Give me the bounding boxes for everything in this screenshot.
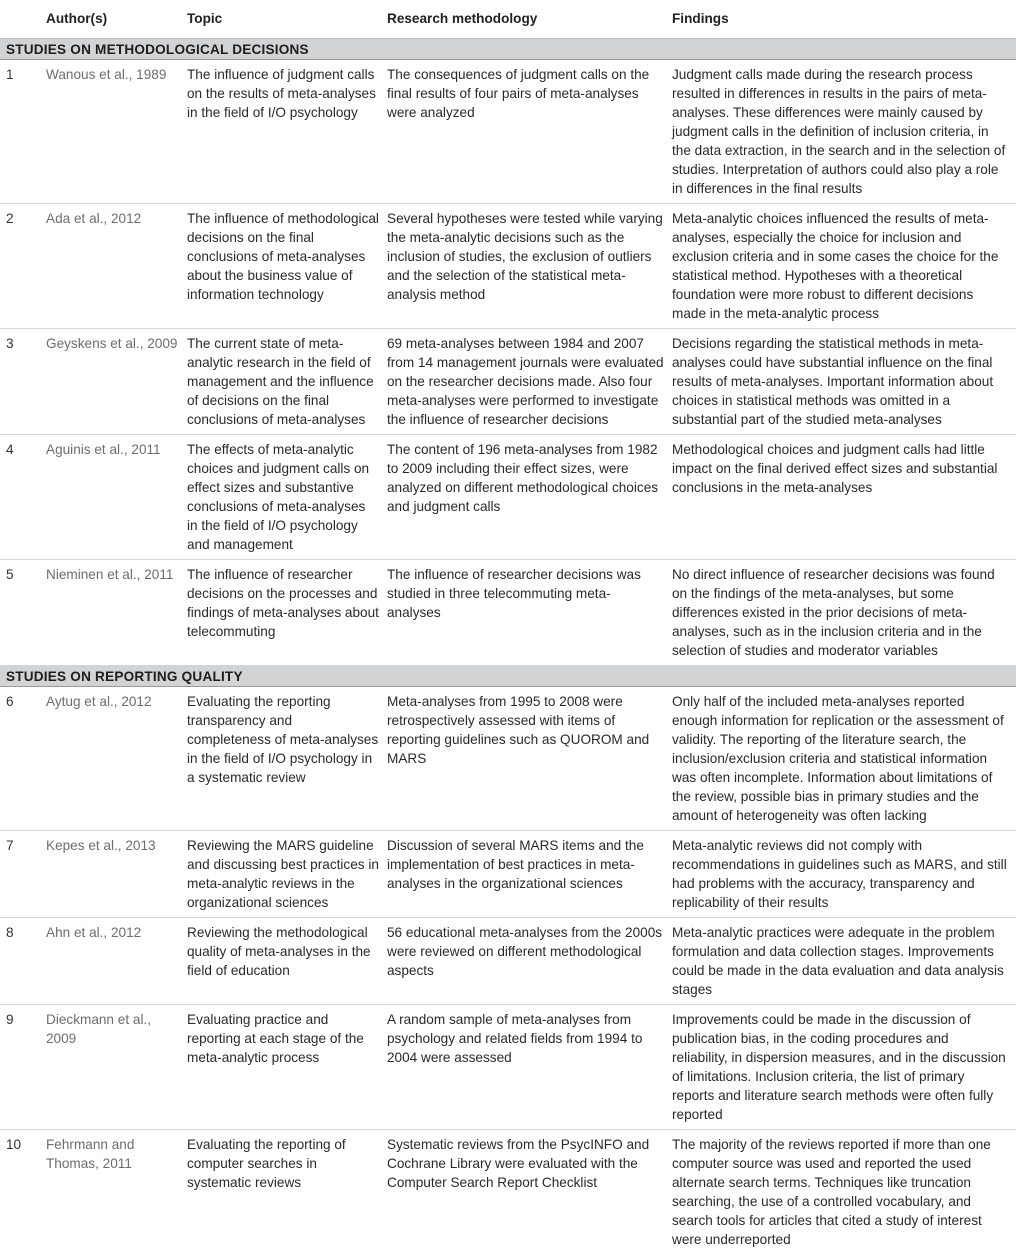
row-findings: Judgment calls made during the research process resulted in differences in results in the pairs of meta-analyses. These differences were mainly caused by judgment calls in the definition of inclusion criteria, in the data extraction, in the search and in the selection of studies. Interpretation of authors could also play a role in differences in the final results xyxy=(672,59,1016,203)
row-number: 4 xyxy=(0,434,46,559)
row-author: Nieminen et al., 2011 xyxy=(46,559,187,665)
row-number: 9 xyxy=(0,1004,46,1129)
table-row xyxy=(0,559,1016,665)
row-methodology: A random sample of meta-analyses from psychology and related fields from 1994 to 2004 were assessed xyxy=(387,1004,672,1129)
row-topic: Reviewing the methodological quality of meta-analyses in the field of education xyxy=(187,917,387,1004)
table-row xyxy=(0,830,1016,917)
row-author: Wanous et al., 1989 xyxy=(46,59,187,203)
row-author: Kepes et al., 2013 xyxy=(46,830,187,917)
row-number: 6 xyxy=(0,686,46,830)
row-number: 8 xyxy=(0,917,46,1004)
row-number: 10 xyxy=(6,1136,22,1152)
section-header-row xyxy=(0,38,1016,59)
row-methodology: 56 educational meta-analyses from the 2000s were reviewed on different methodological aspects xyxy=(387,917,672,1004)
section-header-row xyxy=(0,665,1016,686)
row-number: 2 xyxy=(0,203,46,328)
row-author: Fehrmann and Thomas, 2011 xyxy=(46,1136,135,1171)
row-number: 3 xyxy=(0,328,46,434)
row-topic: The influence of methodological decisions on the final conclusions of meta-analyses about the business value of information technology xyxy=(187,203,387,328)
header-author: Author(s) xyxy=(46,0,187,38)
row-findings: Meta-analytic reviews did not comply with recommendations in guidelines such as MARS, and still had problems with the accuracy, transparency and replicability of their results xyxy=(672,830,1016,917)
row-findings: Meta-analytic practices were adequate in the problem formulation and data collection stages. Improvements could be made in the data evaluation and data analysis stages xyxy=(672,917,1016,1004)
row-findings: Decisions regarding the statistical methods in meta-analyses could have substantial influence on the final results of meta-analyses. Important information about choices in statistical methods was omitted in a substantial part of the studied meta-analyses xyxy=(672,328,1016,434)
row-author: Aytug et al., 2012 xyxy=(46,686,187,830)
row-author: Geyskens et al., 2009 xyxy=(46,328,187,434)
row-methodology: Discussion of several MARS items and the implementation of best practices in meta-analyses in the organizational sciences xyxy=(387,830,672,917)
table-row xyxy=(0,59,1016,203)
row-topic: The effects of meta-analytic choices and judgment calls on effect sizes and substantive conclusions of meta-analyses in the field of I/O psychology and management xyxy=(187,434,387,559)
row-author: Dieckmann et al., 2009 xyxy=(46,1004,187,1129)
row-number: 7 xyxy=(0,830,46,917)
table-row xyxy=(0,1004,1016,1129)
row-author: Ahn et al., 2012 xyxy=(46,917,187,1004)
section-title: STUDIES ON REPORTING QUALITY xyxy=(0,665,1016,686)
header-methodology: Research methodology xyxy=(387,0,672,38)
row-methodology: The influence of researcher decisions was studied in three telecommuting meta-analyses xyxy=(387,559,672,665)
row-topic: Reviewing the MARS guideline and discussing best practices in meta-analytic reviews in the organizational sciences xyxy=(187,830,387,917)
row-methodology: 69 meta-analyses between 1984 and 2007 from 14 management journals were evaluated on the researcher decisions made. Also four meta-analyses were performed to investigate the influence of researcher decisions xyxy=(387,328,672,434)
header-number xyxy=(0,0,46,38)
row-methodology: Systematic reviews from the PsycINFO and Cochrane Library were evaluated with the Computer Search Report Checklist xyxy=(387,1136,650,1190)
row-author: Ada et al., 2012 xyxy=(46,203,187,328)
row-topic: The influence of judgment calls on the results of meta-analyses in the field of I/O psychology xyxy=(187,59,387,203)
row-methodology: The content of 196 meta-analyses from 1982 to 2009 including their effect sizes, were analyzed on different methodological choices and judgment calls xyxy=(387,434,672,559)
table-body xyxy=(0,38,1016,1254)
row-methodology: Several hypotheses were tested while varying the meta-analytic decisions such as the inclusion of studies, the exclusion of outliers and the selection of the statistical meta-analysis method xyxy=(387,203,672,328)
row-topic: The current state of meta-analytic research in the field of management and the influence of decisions on the final conclusions of meta-analyses xyxy=(187,328,387,434)
table-row xyxy=(0,434,1016,559)
table-row xyxy=(0,686,1016,830)
table-row xyxy=(0,328,1016,434)
section-title: STUDIES ON METHODOLOGICAL DECISIONS xyxy=(0,38,1016,59)
row-methodology: The consequences of judgment calls on the final results of four pairs of meta-analyses were analyzed xyxy=(387,59,672,203)
row-topic: Evaluating the reporting of computer searches in systematic reviews xyxy=(187,1136,346,1190)
row-findings: Only half of the included meta-analyses reported enough information for replication or the assessment of validity. The reporting of the literature search, the inclusion/exclusion criteria and statistical information was often incomplete. Information about limitations of the review, possible bias in primary studies and the amount of heterogeneity was often lacking xyxy=(672,686,1016,830)
header-row xyxy=(0,0,1016,38)
header-findings: Findings xyxy=(672,0,1016,38)
row-topic: Evaluating the reporting transparency and completeness of meta-analyses in the field of I/O psychology in a systematic review xyxy=(187,686,387,830)
row-methodology: Meta-analyses from 1995 to 2008 were retrospectively assessed with items of reporting guidelines such as QUOROM and MARS xyxy=(387,686,672,830)
row-topic: Evaluating practice and reporting at each stage of the meta-analytic process xyxy=(187,1004,387,1129)
row-author: Aguinis et al., 2011 xyxy=(46,434,187,559)
table-row xyxy=(0,203,1016,328)
row-findings: No direct influence of researcher decisions was found on the findings of the meta-analyses, but some differences existed in the prior decisions of meta-analyses, such as in the inclusion criteria and in the selection of studies and moderator variables xyxy=(672,559,1016,665)
row-topic: The influence of researcher decisions on the processes and findings of meta-analyses about telecommuting xyxy=(187,559,387,665)
row-number: 5 xyxy=(0,559,46,665)
row-findings: Improvements could be made in the discussion of publication bias, in the coding procedures and reliability, in dispersion measures, and in the discussion of limitations. Inclusion criteria, the list of primary reports and literature search methods were often fully reported xyxy=(672,1004,1016,1129)
row-findings: The majority of the reviews reported if more than one computer source was used and reported the used alternate search terms. Techniques like truncation searching, the use of a controlled vocabulary, and search tools for articles that cited a study of interest were underreported xyxy=(672,1136,991,1247)
row-number: 1 xyxy=(0,59,46,203)
table-row xyxy=(0,917,1016,1004)
row-findings: Methodological choices and judgment calls had little impact on the final derived effect sizes and substantial conclusions in the meta-analyses xyxy=(672,434,1016,559)
row-findings: Meta-analytic choices influenced the results of meta-analyses, especially the choice for inclusion and exclusion criteria and in some cases the choice for the statistical method. Hypotheses with a theoretical foundation were more robust to different decisions made in the meta-analytic process xyxy=(672,203,1016,328)
header-topic: Topic xyxy=(187,0,387,38)
table-row xyxy=(0,1129,1016,1254)
